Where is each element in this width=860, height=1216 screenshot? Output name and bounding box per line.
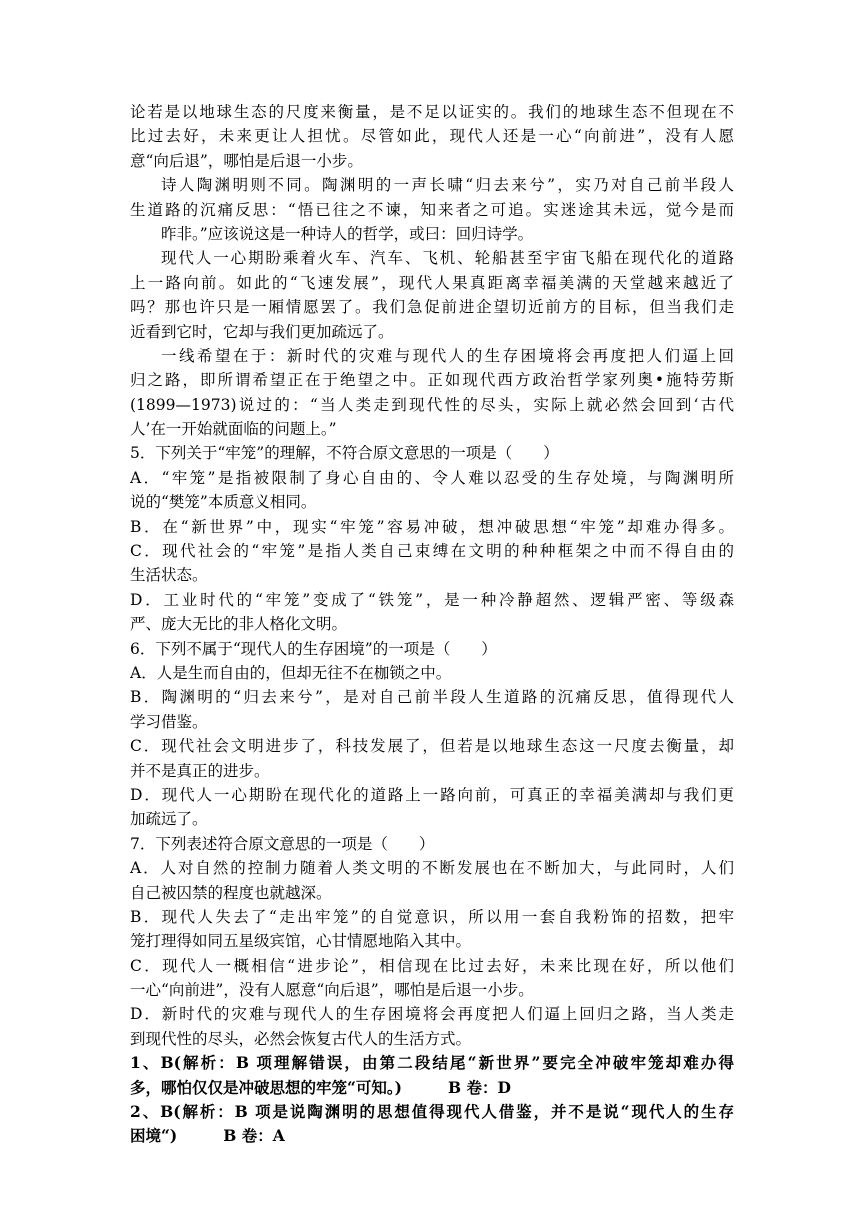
answer-1-line: 1、B(解析：B 项理解错误，由第二段结尾“新世界”要完全冲破牢笼却难办得 — [130, 1053, 734, 1073]
text-line: 人’在一开始就面临的问题上。” — [130, 420, 337, 439]
text-line: A．“牢笼”是指被限制了身心自由的、令人难以忍受的生存处境，与陶渊明所 — [130, 468, 734, 487]
answer-key — [130, 1051, 734, 1149]
text-line: 到现代性的尽头，必然会恢复古代人的生活方式。 — [130, 1029, 472, 1048]
text-line: A．人对自然的控制力随着人类文明的不断发展也在不断加大，与此同时，人们 — [130, 859, 734, 878]
text-line: 一心“向前进”，没有人愿意“向后退”，哪怕是后退一小步。 — [130, 981, 534, 1000]
text-line: 现代人一心期盼乘着火车、汽车、飞机、轮船甚至宇宙飞船在现代化的道路 — [161, 249, 734, 268]
option-6c — [130, 734, 734, 783]
text-line: D．新时代的灾难与现代人的生存困境将会再度把人们逼上回归之路，当人类走 — [130, 1005, 734, 1024]
paragraph — [130, 100, 734, 173]
text-line: C．现代社会的“牢笼”是指人类自己束缚在文明的种种框架之中而不得自由的 — [130, 542, 734, 561]
text-line: 昨非。”应该说这是一种诗人的哲学，或曰：回归诗学。 — [161, 224, 534, 243]
paragraph — [130, 344, 734, 442]
text-line: 比过去好，未来更让人担忧。尽管如此，现代人还是一心“向前进”，没有人愿 — [130, 127, 734, 146]
question-stem-7: 7．下列表述符合原文意思的一项是（ ） — [130, 834, 435, 853]
answer-2-juan-b: B 卷：A — [223, 1126, 285, 1146]
option-5b: B．在“新世界”中，现实“牢笼”容易冲破，想冲破思想“牢笼”却难办得多。 — [130, 517, 734, 536]
text-line: 自己被囚禁的程度也就越深。 — [130, 883, 332, 902]
text-line: D．现代人一心期盼在现代化的道路上一路向前，可真正的幸福美满却与我们更 — [130, 785, 734, 804]
text-line: D．工业时代的“牢笼”变成了“铁笼”，是一种冷静超然、逻辑严密、等级森 — [130, 590, 734, 609]
text-line: 吗？那也许只是一厢情愿罢了。我们急促前进企望切近前方的目标，但当我们走 — [130, 298, 734, 317]
text-line: 论若是以地球生态的尺度来衡量，是不足以证实的。我们的地球生态不但现在不 — [130, 103, 734, 121]
option-6b — [130, 685, 734, 734]
text-line: 说的“樊笼”本质意义相同。 — [130, 493, 317, 512]
answer-1-juan-b: B 卷：D — [448, 1077, 511, 1097]
passage — [130, 100, 734, 441]
answer-2-line: 2、B(解析：B 项是说陶渊明的思想值得现代人借鉴，并不是说“现代人的生存 — [130, 1102, 734, 1122]
option-7d — [130, 1002, 734, 1051]
text-line: 一线希望在于：新时代的灾难与现代人的生存困境将会再度把人们逼上回 — [161, 346, 734, 365]
text-line: 并不是真正的进步。 — [130, 761, 270, 780]
paragraph — [130, 173, 734, 246]
answer-1-text: 多，哪怕仅仅是冲破思想的牢笼“可知。) — [130, 1077, 403, 1097]
text-line: C．现代人一概相信“进步论”，相信现在比过去好，未来比现在好，所以他们 — [130, 956, 734, 975]
text-line: 上一路向前。如此的“飞速发展”，现代人果真距离幸福美满的天堂越来越近了 — [130, 273, 734, 292]
text-line: C．现代社会文明进步了，科技发展了，但若是以地球生态这一尺度去衡量，却 — [130, 737, 734, 756]
text-line: 意“向后退”，哪怕是后退一小步。 — [130, 151, 363, 170]
option-5d — [130, 588, 734, 637]
questions — [130, 441, 734, 1051]
option-6d — [130, 783, 734, 832]
answer-2-text: 困境“) — [130, 1126, 178, 1146]
option-7c — [130, 954, 734, 1003]
text-line: 笼打理得如同五星级宾馆，心甘情愿地陷入其中。 — [130, 932, 472, 951]
text-line: B．现代人失去了“走出牢笼”的自觉意识，所以用一套自我粉饰的招数，把牢 — [130, 907, 734, 926]
option-5c — [130, 539, 734, 588]
answer-2-line — [130, 1124, 734, 1148]
option-7a — [130, 856, 734, 905]
text-line: B．陶渊明的“归去来兮”，是对自己前半段人生道路的沉痛反思，值得现代人 — [130, 688, 734, 707]
question-stem-6: 6．下列不属于“现代人的生存困境”的一项是（ ） — [130, 639, 497, 658]
text-line: 近看到它时，它却与我们更加疏远了。 — [130, 322, 394, 341]
text-line: 加疏远了。 — [130, 810, 208, 829]
text-line: 生活状态。 — [130, 566, 208, 585]
text-line: (1899—1973)说过的：“当人类走到现代性的尽头，实际上就必然会回到‘古代 — [130, 395, 734, 414]
text-line: 严、庞大无比的非人格化文明。 — [130, 615, 348, 634]
text-line: 生道路的沉痛反思：“悟已往之不谏，知来者之可追。实迷途其未远，觉今是而 — [130, 200, 734, 219]
option-5a — [130, 466, 734, 515]
option-6a: A．人是生而自由的，但却无往不在枷锁之中。 — [130, 663, 452, 682]
text-line: 归之路，即所谓希望正在于绝望之中。正如现代西方政治哲学家列奥•施特劳斯 — [130, 371, 734, 390]
option-7b — [130, 905, 734, 954]
text-line: 诗人陶渊明则不同。陶渊明的一声长啸“归去来兮”，实乃对自己前半段人 — [161, 176, 734, 195]
question-stem-5: 5．下列关于“牢笼”的理解，不符合原文意思的一项是（ ） — [130, 444, 559, 463]
paragraph — [130, 246, 734, 344]
text-line: 学习借鉴。 — [130, 712, 208, 731]
answer-1-line — [130, 1076, 734, 1100]
